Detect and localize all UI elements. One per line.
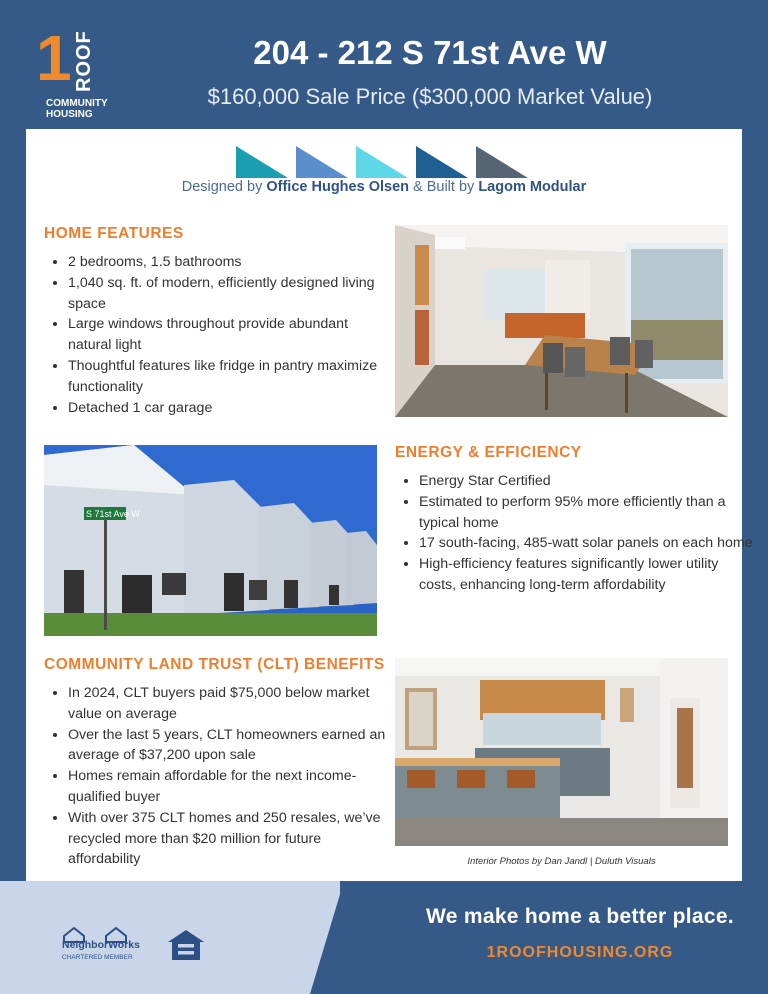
list-item: • Large windows throughout provide abundant natural light xyxy=(68,314,388,356)
triangle-banner xyxy=(236,146,536,178)
triangle-2 xyxy=(296,146,348,178)
list-item: • Homes remain affordable for the next income-qualified buyer xyxy=(68,766,388,808)
triangle-3 xyxy=(356,146,408,178)
triangle-5 xyxy=(476,146,528,178)
builder-name: Lagom Modular xyxy=(478,179,587,195)
list-item: • High-efficiency features significantly lower utility costs, enhancing long-term affordability xyxy=(419,554,754,596)
exterior-homes-photo xyxy=(44,445,377,636)
list-item: • Detached 1 car garage xyxy=(68,398,388,419)
price-subtitle: $160,000 Sale Price ($300,000 Market Value) xyxy=(207,84,653,109)
triangle-1 xyxy=(236,146,288,178)
list-item: • 17 south-facing, 485-watt solar panels on each home xyxy=(419,533,754,554)
credits-middle: & Built by xyxy=(409,179,479,195)
neighborworks-sub: CHARTERED MEMBER xyxy=(62,954,133,961)
footer-right-panel xyxy=(310,881,768,994)
triangle-4 xyxy=(416,146,468,178)
list-item: • With over 375 CLT homes and 250 resales, we’ve recycled more than $20 million for future affordability xyxy=(68,808,388,870)
equal-housing-icon xyxy=(166,928,206,962)
list-item: • Energy Star Certified xyxy=(419,471,754,492)
interior-dining-photo xyxy=(395,225,728,417)
list-item: • 2 bedrooms, 1.5 bathrooms xyxy=(68,252,388,273)
neighborworks-logo xyxy=(60,922,144,962)
page-title: 204 - 212 S 71st Ave W xyxy=(253,34,607,71)
credits-prefix: Designed by xyxy=(181,179,267,195)
energy-heading: ENERGY & EFFICIENCY xyxy=(395,444,582,461)
website-link[interactable]: 1ROOFHOUSING.ORG xyxy=(486,944,674,961)
neighborworks-name: NeighborWorks xyxy=(62,939,140,951)
photo-caption: Interior Photos by Dan Jandl | Duluth Visuals xyxy=(467,856,656,867)
home-features-heading: HOME FEATURES xyxy=(44,225,184,242)
energy-list xyxy=(397,471,754,596)
logo-number: 1 xyxy=(36,22,72,94)
clt-heading: COMMUNITY LAND TRUST (CLT) BENEFITS xyxy=(44,656,385,673)
logo-line1: COMMUNITY xyxy=(46,98,108,109)
1roof-logo xyxy=(36,22,126,126)
logo-word: ROOF xyxy=(73,30,95,92)
logo-line2: HOUSING xyxy=(46,109,93,120)
list-item: • Thoughtful features like fridge in pantry maximize functionality xyxy=(68,356,388,398)
footer-slogan: We make home a better place. xyxy=(426,905,734,928)
interior-kitchen-photo xyxy=(395,658,728,846)
credits-line xyxy=(26,179,742,195)
clt-list xyxy=(46,683,388,870)
list-item: • In 2024, CLT buyers paid $75,000 below market value on average xyxy=(68,683,388,725)
list-item: • Over the last 5 years, CLT homeowners earned an average of $37,200 upon sale xyxy=(68,725,388,767)
list-item: • Estimated to perform 95% more efficiently than a typical home xyxy=(419,492,754,534)
street-sign-text: S 71st Ave W xyxy=(86,509,140,519)
designer-name: Office Hughes Olsen xyxy=(266,179,409,195)
list-item: • 1,040 sq. ft. of modern, efficiently designed living space xyxy=(68,273,388,315)
home-features-list xyxy=(46,252,388,418)
